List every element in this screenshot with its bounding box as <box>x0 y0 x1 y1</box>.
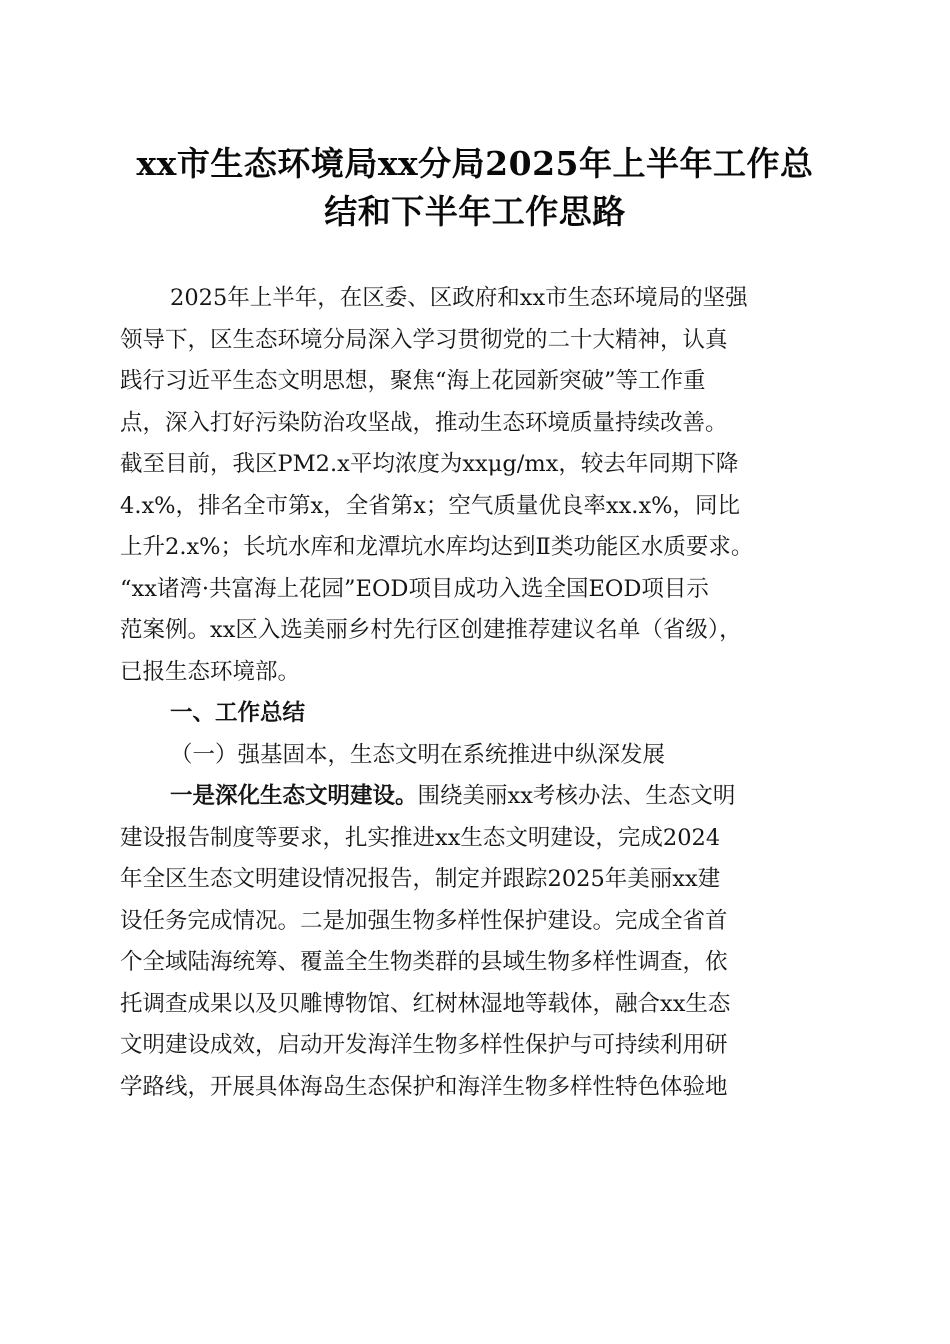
intro-line: 点，深入打好污染防治攻坚战，推动生态环境质量持续改善。 <box>120 409 728 436</box>
paragraph-lead: 一是深化生态文明建设。 <box>170 783 418 809</box>
paragraph-line: 文明建设成效，启动开发海洋生物多样性保护与可持续利用研 <box>120 1032 728 1058</box>
intro-line: 践行习近平生态文明思想，聚焦“海上花园新突破”等工作重 <box>120 368 706 394</box>
paragraph-lead-rest: 围绕美丽xx考核办法、生态文明 <box>417 783 736 809</box>
paragraph-line <box>120 776 830 818</box>
intro-line: 4.x%，排名全市第x，全省第x；空气质量优良率xx.x%，同比 <box>120 492 741 519</box>
intro-line: 领导下，区生态环境分局深入学习贯彻党的二十大精神，认真 <box>120 326 728 353</box>
intro-line: 上升2.x%；长坑水库和龙潭坑水库均达到Ⅱ类功能区水质要求。 <box>120 534 754 560</box>
intro-line: 范案例。xx区入选美丽乡村先行区创建推荐建议名单（省级）， <box>120 617 742 643</box>
paragraph-line: 托调查成果以及贝雕博物馆、红树林湿地等载体，融合xx生态 <box>120 990 731 1017</box>
section-heading: 一、工作总结 <box>170 700 306 726</box>
subsection-heading: （一）强基固本，生态文明在系统推进中纵深发展 <box>170 741 666 768</box>
paragraph-line: 设任务完成情况。二是加强生物多样性保护建设。完成全省首 <box>120 907 728 934</box>
intro-line: “xx诸湾·共富海上花园”EOD项目成功入选全国EOD项目示 <box>120 575 709 602</box>
intro-line: 已报生态环境部。 <box>120 658 301 685</box>
paragraph-line: 建设报告制度等要求，扎实推进xx生态文明建设，完成2024 <box>120 824 721 851</box>
intro-line: 截至目前，我区PM2.x平均浓度为xxμg/mx，较去年同期下降 <box>120 451 739 477</box>
paragraph-line: 学路线，开展具体海岛生态保护和海洋生物多样性特色体验地 <box>120 1073 728 1100</box>
document-title <box>100 140 850 236</box>
document-body <box>120 278 830 1108</box>
paragraph-line: 个全域陆海统筹、覆盖全生物类群的县域生物多样性调查，依 <box>120 949 728 975</box>
intro-line: 2025年上半年，在区委、区政府和xx市生态环境局的坚强 <box>170 285 748 311</box>
paragraph-line: 年全区生态文明建设情况报告，制定并跟踪2025年美丽xx建 <box>120 866 721 892</box>
title-line-1: xx市生态环境局xx分局2025年上半年工作总 <box>136 144 814 183</box>
title-line-2: 结和下半年工作思路 <box>324 192 626 231</box>
